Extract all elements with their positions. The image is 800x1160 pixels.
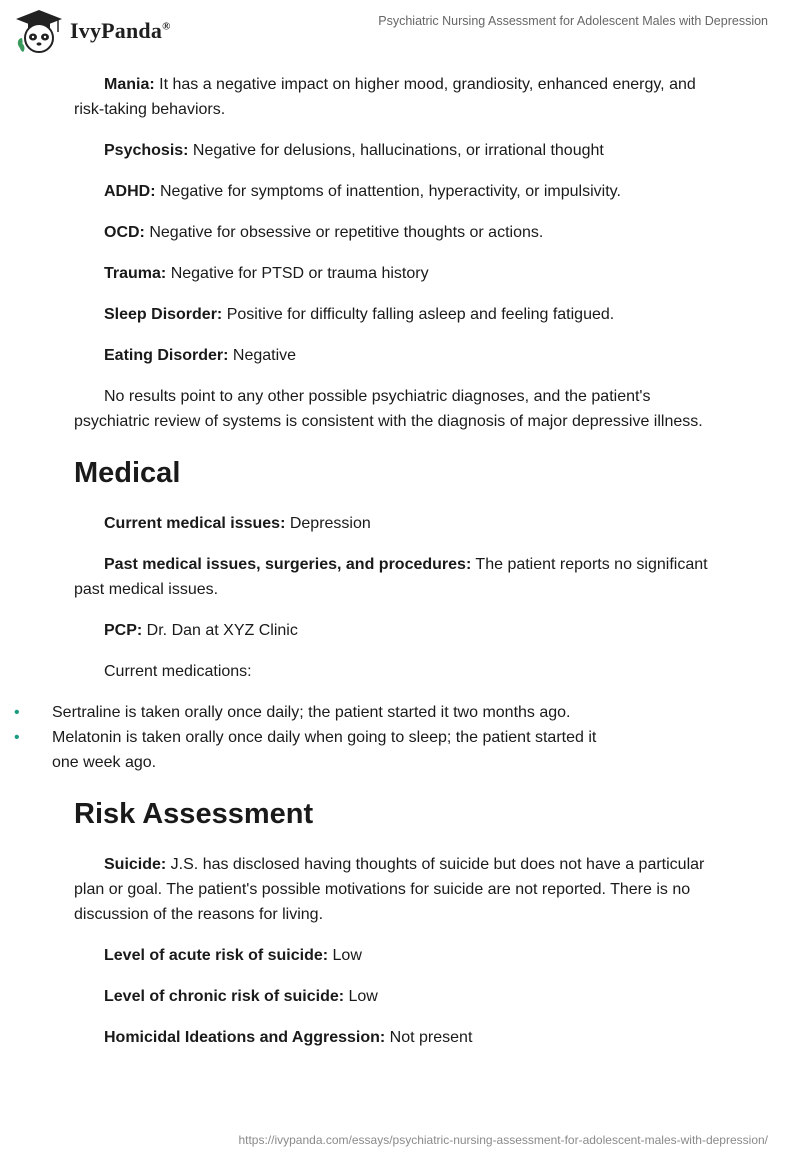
current-issues-paragraph [74, 511, 724, 536]
homicidal-paragraph [74, 1025, 724, 1050]
list-item [0, 700, 724, 725]
risk-assessment-heading: Risk Assessment [74, 798, 314, 830]
medications-intro: Current medications: [104, 663, 252, 680]
suicide-label: Suicide: [104, 856, 167, 873]
suicide-text: J.S. has disclosed having thoughts of suicide but does not have a particular plan or goal. The patient's possible motivations for suicide are not reported. There is no discussion of the reasons for living. [74, 856, 705, 923]
past-issues-label: Past medical issues, surgeries, and procedures: [104, 556, 472, 573]
pcp-paragraph [74, 618, 724, 643]
ocd-text: Negative for obsessive or repetitive thoughts or actions. [144, 224, 544, 241]
current-issues-label: Current medical issues: [104, 515, 286, 532]
sleep-text: Positive for difficulty falling asleep and feeling fatigued. [222, 306, 615, 323]
ocd-label: OCD: [104, 224, 145, 241]
adhd-paragraph [74, 179, 724, 204]
essay-body [14, 70, 724, 1050]
adhd-text: Negative for symptoms of inattention, hyperactivity, or impulsivity. [155, 183, 621, 200]
homicidal-text: Not present [385, 1029, 473, 1046]
bullet-dot-icon: • [14, 729, 20, 746]
brand-name: IvyPanda® [70, 18, 171, 43]
trauma-text: Negative for PTSD or trauma history [166, 265, 429, 282]
chronic-risk-text: Low [344, 988, 378, 1005]
mania-text: It has a negative impact on higher mood, grandiosity, enhanced energy, and risk-taking behaviors. [74, 76, 696, 118]
mania-paragraph [74, 72, 724, 122]
pcp-label: PCP: [104, 622, 143, 639]
psychosis-label: Psychosis: [104, 142, 189, 159]
sleep-paragraph [74, 302, 724, 327]
acute-risk-paragraph [74, 943, 724, 968]
trauma-paragraph [74, 261, 724, 286]
adhd-label: ADHD: [104, 183, 156, 200]
medication-list [0, 700, 724, 775]
sleep-label: Sleep Disorder: [104, 306, 223, 323]
brand-logo[interactable] [14, 8, 171, 54]
document-title: Psychiatric Nursing Assessment for Adolescent Males with Depression [378, 14, 768, 28]
suicide-paragraph [74, 852, 724, 927]
past-issues-paragraph [74, 552, 724, 602]
medication-text: Melatonin is taken orally once daily when going to sleep; the patient started it one week ago. [52, 729, 597, 771]
registered-mark: ® [162, 20, 171, 33]
psychosis-text: Negative for delusions, hallucinations, or irrational thought [188, 142, 604, 159]
mania-label: Mania: [104, 76, 155, 93]
trauma-label: Trauma: [104, 265, 167, 282]
eating-text: Negative [228, 347, 297, 364]
panda-graduate-icon [14, 8, 64, 54]
medication-text: Sertraline is taken orally once daily; the patient started it two months ago. [52, 704, 571, 721]
source-url[interactable]: https://ivypanda.com/essays/psychiatric-nursing-assessment-for-adolescent-males-with-depression/ [238, 1133, 768, 1147]
psychosis-paragraph [74, 138, 724, 163]
acute-risk-label: Level of acute risk of suicide: [104, 947, 329, 964]
homicidal-label: Homicidal Ideations and Aggression: [104, 1029, 386, 1046]
list-item [0, 725, 622, 775]
page-header [0, 0, 800, 60]
acute-risk-text: Low [328, 947, 362, 964]
current-issues-text: Depression [285, 515, 371, 532]
ocd-paragraph [74, 220, 724, 245]
past-issues-text: The patient reports no significant past medical issues. [74, 556, 708, 598]
eating-label: Eating Disorder: [104, 347, 229, 364]
bullet-dot-icon: • [14, 704, 20, 721]
eating-paragraph [74, 343, 724, 368]
summary-paragraph: No results point to any other possible psychiatric diagnoses, and the patient's psychiatric review of systems is consistent with the diagnosis of major depressive illness. [74, 388, 703, 430]
medical-heading: Medical [74, 457, 181, 489]
chronic-risk-paragraph [74, 984, 724, 1009]
pcp-text: Dr. Dan at XYZ Clinic [142, 622, 298, 639]
chronic-risk-label: Level of chronic risk of suicide: [104, 988, 345, 1005]
